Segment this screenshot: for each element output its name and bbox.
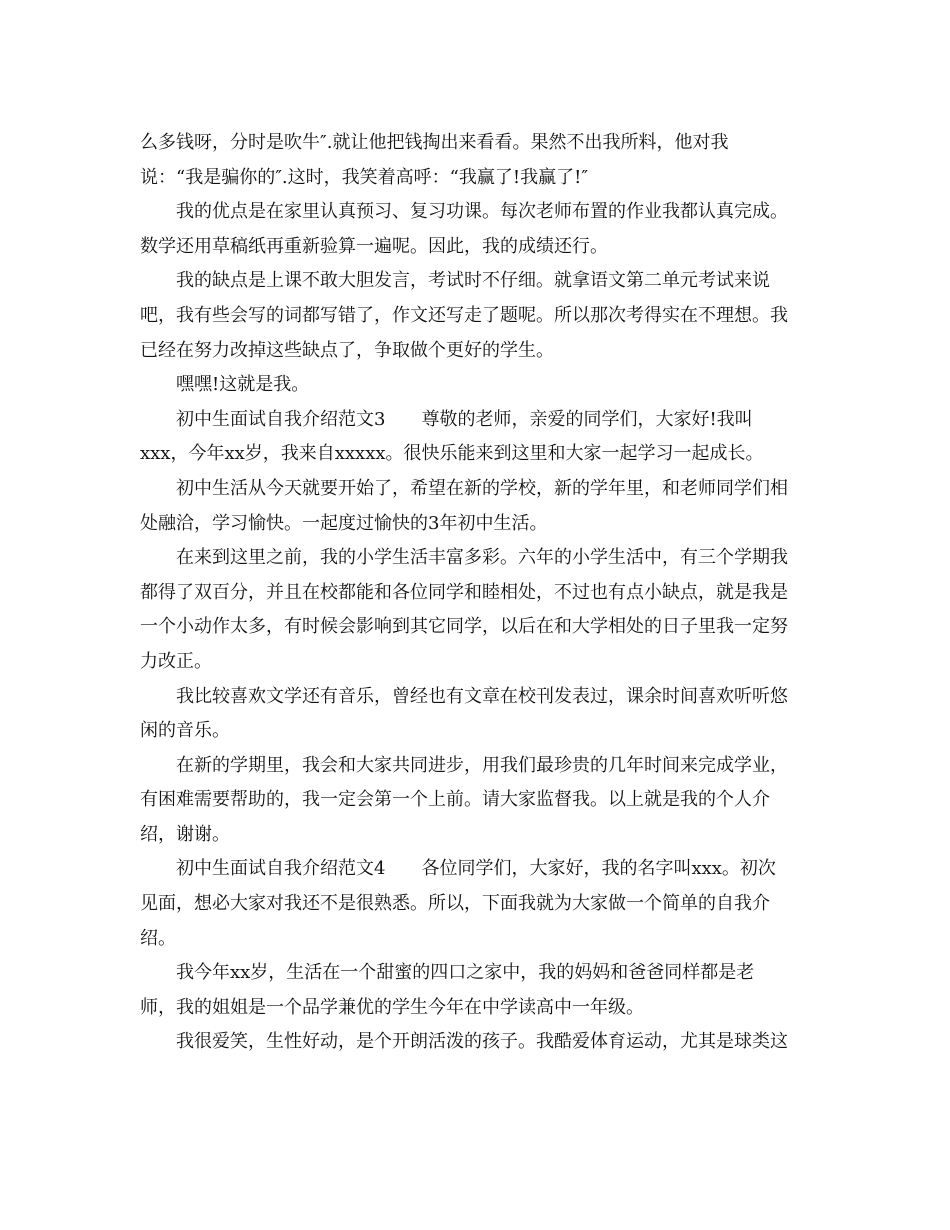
paragraph-first-line: 我的优点是在家里认真预习、复习功课。每次老师布置的作业我都认真完成。 [176, 201, 788, 223]
paragraph-first-line: 我很爱笑，生性好动，是个开朗活泼的孩子。我酷爱体育运动，尤其是球类这 [176, 1031, 788, 1053]
text-line: 处融洽，学习愉快。一起度过愉快的3年初中生活。 [140, 512, 548, 534]
paragraph-first-line: 嘿嘿!这就是我。 [176, 374, 310, 396]
text-line: 有困难需要帮助的，我一定会第一个上前。请大家监督我。以上就是我的个人介 [140, 789, 770, 811]
text-line: 力改正。 [140, 650, 212, 672]
text-line: 说：“我是骗你的″.这时，我笑着高呼：“我赢了!我赢了!″ [140, 166, 589, 188]
text-line: 绍。 [140, 927, 176, 949]
text-line: 闲的音乐。 [140, 720, 230, 742]
text-line: 绍，谢谢。 [140, 823, 230, 845]
text-line: xxx，今年xx岁，我来自xxxxx。很快乐能来到这里和大家一起学习一起成长。 [140, 443, 764, 465]
text-line: 数学还用草稿纸再重新验算一遍呢。因此，我的成绩还行。 [140, 235, 608, 257]
paragraph-first-line: 我比较喜欢文学还有音乐，曾经也有文章在校刊发表过，课余时间喜欢听听悠 [176, 685, 788, 707]
text-line: 么多钱呀，分时是吹牛″.就让他把钱掏出来看看。果然不出我所料，他对我 [140, 132, 729, 153]
text-line: 见面，想必大家对我还不是很熟悉。所以，下面我就为大家做一个简单的自我介 [140, 893, 770, 915]
paragraph-first-line: 我的缺点是上课不敢大胆发言，考试时不仔细。就拿语文第二单元考试来说 [176, 270, 770, 292]
text-line: 吧，我有些会写的词都写错了，作文还写走了题呢。所以那次考得实在不理想。我 [140, 304, 788, 326]
paragraph-first-line: 在新的学期里，我会和大家共同进步，用我们最珍贵的几年时间来完成学业， [176, 754, 788, 776]
text-line: 师，我的姐姐是一个品学兼优的学生今年在中学读高中一年级。 [140, 996, 644, 1018]
paragraph-first-line: 在来到这里之前，我的小学生活丰富多彩。六年的小学生活中，有三个学期我 [176, 547, 788, 569]
text-line: 都得了双百分，并且在校都能和各位同学和睦相处，不过也有点小缺点，就是我是 [140, 581, 788, 603]
paragraph-first-line: 初中生活从今天就要开始了，希望在新的学校，新的学年里，和老师同学们相 [176, 477, 788, 499]
text-line: 已经在努力改掉这些缺点了，争取做个更好的学生。 [140, 339, 554, 361]
section-heading-line: 初中生面试自我介绍范文4 各位同学们，大家好，我的名字叫xxx。初次 [176, 858, 776, 880]
section-heading-line: 初中生面试自我介绍范文3 尊敬的老师，亲爱的同学们，大家好!我叫 [176, 408, 753, 430]
text-line: 一个小动作太多，有时候会影响到其它同学，以后在和大学相处的日子里我一定努 [140, 616, 788, 638]
document-body [140, 126, 812, 1060]
paragraph-first-line: 我今年xx岁，生活在一个甜蜜的四口之家中，我的妈妈和爸爸同样都是老 [176, 962, 755, 984]
